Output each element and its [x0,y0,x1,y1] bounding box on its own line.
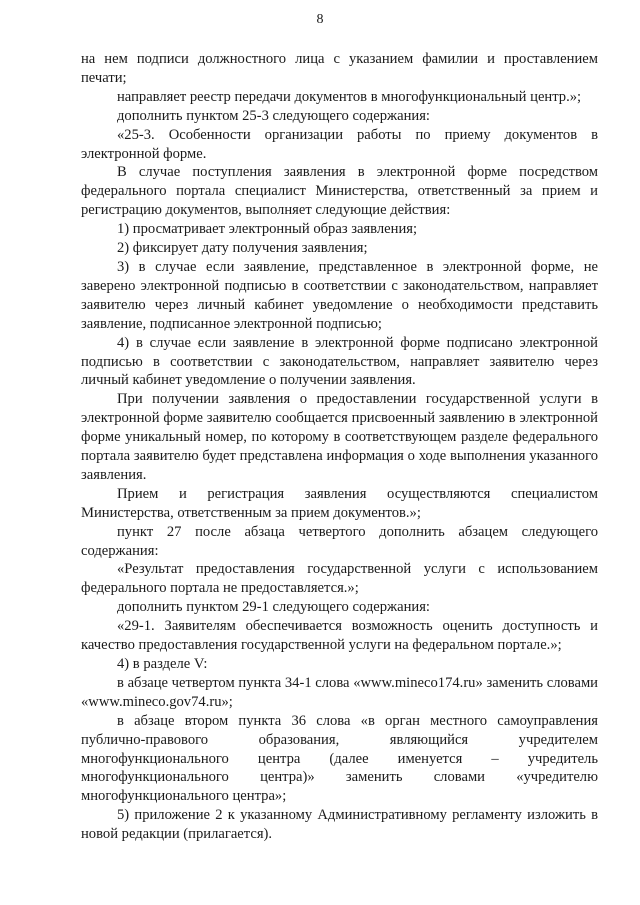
page-number: 8 [316,12,324,27]
paragraph: В случае поступления заявления в электронной форме посредством федерального портала специалист Министерства, ответственный за прием и регистрацию документов, выполняет следующие действия: [81,164,598,219]
paragraph: «Результат предоставления государственной услуги с использованием федерального портала не предоставляется.»; [81,561,598,597]
paragraph: Прием и регистрация заявления осуществляются специалистом Министерства, ответственным за прием документов.»; [81,485,598,521]
paragraph: 5) приложение 2 к указанному Административному регламенту изложить в новой редакции (прилагается). [81,807,598,843]
paragraph: дополнить пунктом 25-3 следующего содержания: [117,107,430,124]
paragraph: направляет реестр передачи документов в многофункциональный центр.»; [117,88,582,105]
paragraph: 4) в случае если заявление в электронной форме подписано электронной подписью в соответствии с законодательством, направляет заявителю через личный кабинет уведомление о получении заявления. [81,334,598,389]
paragraph: 4) в разделе V: [117,656,208,672]
paragraph: в абзаце четвертом пункта 34-1 слова «www.mineco174.ru» заменить словами «www.mineco.gov74.ru»; [81,674,598,710]
paragraph: дополнить пунктом 29-1 следующего содержания: [117,599,430,616]
paragraph: на нем подписи должностного лица с указанием фамилии и проставлением печати; [81,51,598,86]
paragraph: 1) просматривает электронный образ заявления; [117,221,418,238]
paragraph: При получении заявления о предоставлении государственной услуги в электронной форме заявителю сообщается присвоенный заявлению в электронной форме уникальный номер, по которому в соответствующем разделе федерального портала заявителю будет представлена информация о ходе выполнения указанного заявления. [81,391,598,483]
paragraph: 2) фиксирует дату получения заявления; [117,240,368,257]
paragraph: «29-1. Заявителям обеспечивается возможность оценить доступность и качество предоставления государственной услуги на федеральном портале.»; [81,618,598,654]
paragraph: пункт 27 после абзаца четвертого дополнить абзацем следующего содержания: [81,523,598,559]
paragraph: 3) в случае если заявление, представленное в электронной форме, не заверено электронной подписью в соответствии с законодательством, направляет заявителю через личный кабинет уведомление о необходимости представить заявление, подписанное электронной подписью; [81,258,598,332]
paragraph: «25-3. Особенности организации работы по приему документов в электронной форме. [81,126,598,162]
document-body [81,50,598,844]
paragraph: в абзаце втором пункта 36 слова «в орган местного самоуправления публично-правового образования, являющийся учредителем многофункционального центра (далее именуется – учредитель многофункционального центра)» заменить словами «учредителю многофункционального центра»; [81,712,598,805]
